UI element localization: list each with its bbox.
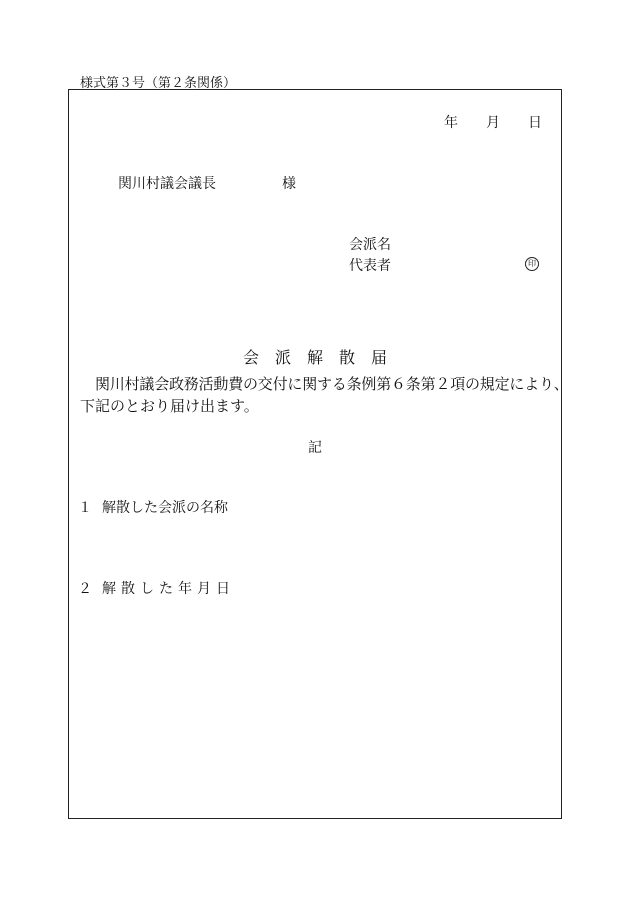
title-char: 会: [242, 348, 259, 367]
title-char: 散: [339, 348, 356, 367]
item-2-char: た: [159, 581, 173, 597]
item-2-number: ２: [78, 581, 92, 597]
body-line-2: 下記のとおり届け出ます。: [80, 397, 259, 415]
form-number: 様式第３号（第２条関係）: [80, 76, 237, 91]
title-char: 届: [371, 348, 388, 367]
item-1-number: １: [78, 500, 92, 516]
document-title: [0, 345, 630, 368]
addressee-honorific: 様: [282, 176, 296, 192]
item-2-char: 散: [121, 581, 135, 597]
item-1-label: 解散した会派の名称: [102, 500, 228, 516]
item-2-char: 年: [178, 581, 192, 597]
seal-mark: 印: [525, 257, 539, 271]
addressee-name: 関川村議会議長: [118, 176, 216, 192]
title-char: 派: [274, 348, 291, 367]
item-2-char: し: [140, 581, 154, 597]
body-text: [80, 373, 569, 417]
item-2-char: 日: [216, 581, 230, 597]
item-2-label: [102, 578, 230, 598]
representative-label: 代表者: [349, 258, 391, 274]
date-day: 日: [528, 115, 542, 131]
ki-heading: 記: [308, 440, 322, 456]
title-char: 解: [306, 348, 323, 367]
item-2-char: 月: [197, 581, 211, 597]
faction-name-label: 会派名: [349, 237, 391, 253]
date-month: 月: [486, 115, 500, 131]
body-line-1: 関川村議会政務活動費の交付に関する条例第６条第２項の規定により、: [95, 375, 569, 393]
date-year: 年: [444, 115, 458, 131]
item-2-char: 解: [102, 581, 116, 597]
